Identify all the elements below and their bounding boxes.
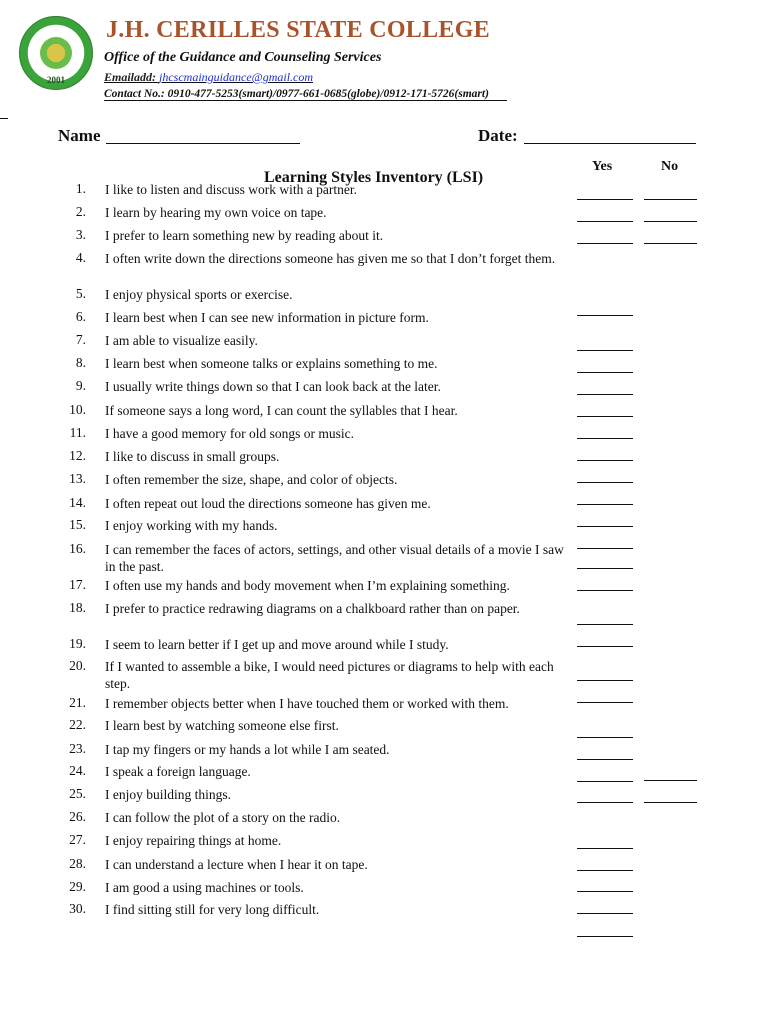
item-number: 19. [69, 636, 86, 651]
item-number: 7. [75, 332, 86, 347]
item-statement: I can understand a lecture when I hear it on tape. [105, 857, 368, 872]
yes-answer-blank[interactable] [577, 394, 633, 395]
item-number: 15. [69, 517, 86, 532]
item-statement: I usually write things down so that I can look back at the later. [105, 379, 441, 394]
form-title: Learning Styles Inventory (LSI) [264, 169, 484, 186]
item-statement: I often use my hands and body movement when I’m explaining something. [105, 578, 510, 593]
date-field[interactable] [524, 143, 696, 144]
office-name: Office of the Guidance and Counseling Services [104, 50, 382, 65]
yes-answer-blank[interactable] [577, 781, 633, 782]
yes-answer-blank[interactable] [577, 438, 633, 439]
contact-numbers: Contact No.: 0910-477-5253(smart)/0977-661-0685(globe)/0912-171-5726(smart) [104, 88, 507, 101]
item-statement: I learn by hearing my own voice on tape. [105, 205, 327, 220]
item-number: 11. [69, 425, 86, 440]
item-number: 9. [75, 378, 86, 393]
item-statement: I enjoy building things. [105, 787, 231, 802]
yes-answer-blank[interactable] [577, 590, 633, 591]
item-number: 20. [69, 658, 86, 673]
yes-answer-blank[interactable] [577, 460, 633, 461]
yes-answer-blank[interactable] [577, 646, 633, 647]
yes-answer-blank[interactable] [577, 416, 633, 417]
seal-emblem [40, 37, 72, 69]
yes-answer-blank[interactable] [577, 482, 633, 483]
item-number: 22. [69, 717, 86, 732]
yes-answer-blank[interactable] [577, 680, 633, 681]
item-statement: I can follow the plot of a story on the radio. [105, 810, 341, 825]
item-statement: I enjoy physical sports or exercise. [105, 287, 293, 302]
item-number: 17. [69, 577, 86, 592]
no-column-header: No [661, 159, 679, 174]
seal-year: 2001 [47, 75, 65, 85]
item-number: 14. [69, 495, 86, 510]
item-number: 26. [69, 809, 86, 824]
item-statement: I remember objects better when I have touched them or worked with them. [105, 696, 509, 711]
item-number: 24. [69, 763, 86, 778]
item-number: 1. [75, 181, 86, 196]
yes-answer-blank[interactable] [577, 870, 633, 871]
item-number: 28. [69, 856, 86, 871]
item-number: 29. [69, 879, 86, 894]
item-statement: I have a good memory for old songs or music. [105, 426, 354, 441]
item-number: 2. [75, 204, 86, 219]
item-number: 6. [75, 309, 86, 324]
item-statement: I seem to learn better if I get up and move around while I study. [105, 637, 449, 652]
no-answer-blank[interactable] [644, 221, 697, 222]
item-statement: I often write down the directions someone has given me so that I don’t forget them. [105, 251, 556, 266]
yes-answer-blank[interactable] [577, 504, 633, 505]
item-statement: I learn best by watching someone else first. [105, 718, 339, 733]
item-statement: I am good a using machines or tools. [105, 880, 304, 895]
yes-answer-blank[interactable] [577, 199, 633, 200]
yes-answer-blank[interactable] [577, 350, 633, 351]
item-statement: I can remember the faces of actors, settings, and other visual details of a movie I saw in the past. [105, 542, 564, 574]
item-statement: I enjoy working with my hands. [105, 518, 278, 533]
yes-answer-blank[interactable] [577, 848, 633, 849]
item-number: 25. [69, 786, 86, 801]
yes-answer-blank[interactable] [577, 702, 633, 703]
item-statement: I learn best when I can see new information in picture form. [105, 310, 429, 325]
item-statement: I find sitting still for very long difficult. [105, 902, 320, 917]
item-number: 4. [75, 250, 86, 265]
item-number: 16. [69, 541, 86, 556]
name-field[interactable] [106, 143, 300, 144]
yes-answer-blank[interactable] [577, 221, 633, 222]
yes-answer-blank[interactable] [577, 624, 633, 625]
margin-tick [0, 118, 8, 119]
no-answer-blank[interactable] [644, 199, 697, 200]
no-answer-blank[interactable] [644, 780, 697, 781]
yes-answer-blank[interactable] [577, 315, 633, 316]
item-number: 5. [75, 286, 86, 301]
item-statement: I am able to visualize easily. [105, 333, 258, 348]
item-statement: I tap my fingers or my hands a lot while I am seated. [105, 742, 390, 757]
date-label: Date: [478, 126, 518, 145]
no-answer-blank[interactable] [644, 802, 697, 803]
item-number: 8. [75, 355, 86, 370]
name-label: Name [58, 126, 101, 145]
email-link[interactable]: jhcscmainguidance@gmail.com [159, 70, 314, 84]
item-statement: If someone says a long word, I can count the syllables that I hear. [105, 403, 458, 418]
yes-answer-blank[interactable] [577, 548, 633, 549]
item-statement: I prefer to practice redrawing diagrams on a chalkboard rather than on paper. [105, 601, 520, 616]
item-statement: If I wanted to assemble a bike, I would need pictures or diagrams to help with each step. [105, 659, 554, 691]
item-statement: I often repeat out loud the directions someone has given me. [105, 496, 431, 511]
item-number: 10. [69, 402, 86, 417]
college-seal [19, 16, 93, 90]
item-statement: I enjoy repairing things at home. [105, 833, 282, 848]
item-statement: I like to listen and discuss work with a partner. [105, 182, 357, 197]
item-number: 23. [69, 741, 86, 756]
yes-answer-blank[interactable] [577, 372, 633, 373]
email-label: Emailadd: [104, 70, 160, 84]
no-answer-blank[interactable] [644, 243, 697, 244]
item-number: 12. [69, 448, 86, 463]
item-statement: I speak a foreign language. [105, 764, 251, 779]
yes-answer-blank[interactable] [577, 891, 633, 892]
item-statement: I learn best when someone talks or explains something to me. [105, 356, 438, 371]
yes-answer-blank[interactable] [577, 568, 633, 569]
yes-answer-blank[interactable] [577, 243, 633, 244]
item-statement: I often remember the size, shape, and color of objects. [105, 472, 398, 487]
yes-answer-blank[interactable] [577, 936, 633, 937]
item-statement: I prefer to learn something new by reading about it. [105, 228, 384, 243]
yes-column-header: Yes [592, 159, 613, 174]
item-statement: I like to discuss in small groups. [105, 449, 280, 464]
item-number: 21. [69, 695, 86, 710]
yes-answer-blank[interactable] [577, 526, 633, 527]
item-number: 27. [69, 832, 86, 847]
item-number: 3. [75, 227, 86, 242]
yes-answer-blank[interactable] [577, 737, 633, 738]
yes-answer-blank[interactable] [577, 759, 633, 760]
item-number: 18. [69, 600, 86, 615]
yes-answer-blank[interactable] [577, 913, 633, 914]
item-number: 13. [69, 471, 86, 486]
email-line [104, 70, 313, 85]
item-number: 30. [69, 901, 86, 916]
college-name: J.H. CERILLES STATE COLLEGE [106, 17, 490, 43]
yes-answer-blank[interactable] [577, 802, 633, 803]
